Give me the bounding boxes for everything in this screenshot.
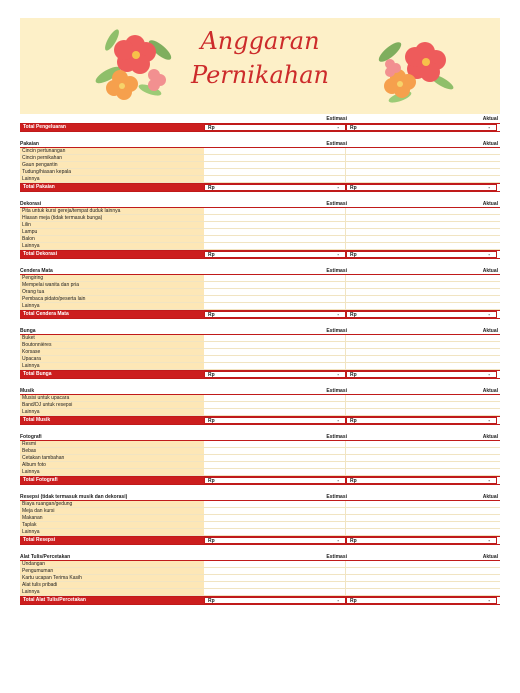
item-actual-cell[interactable] — [346, 455, 497, 461]
amount-value: - — [337, 125, 339, 131]
item-label: Pita untuk kursi gereja/tempat duduk lainnya — [20, 208, 204, 214]
item-estimated-cell[interactable] — [204, 462, 346, 468]
item-label: Lainnya — [20, 303, 204, 309]
currency-label: Rp — [208, 598, 215, 604]
estimated-column-label: Estimasi — [326, 434, 347, 440]
amount-value: - — [337, 185, 339, 191]
item-label: Taplak — [20, 522, 204, 528]
budget-item-row — [20, 222, 500, 229]
section-header — [20, 387, 500, 395]
item-estimated-cell[interactable] — [204, 215, 346, 221]
currency-label: Rp — [208, 372, 215, 378]
item-actual-cell[interactable] — [346, 148, 497, 154]
item-actual-cell[interactable] — [346, 356, 497, 362]
item-label: Cincin pernikahan — [20, 155, 204, 161]
section-total-row — [20, 536, 500, 545]
budget-item-row — [20, 441, 500, 448]
item-estimated-cell[interactable] — [204, 229, 346, 235]
section-total-estimated-cell[interactable] — [204, 371, 346, 378]
item-estimated-cell[interactable] — [204, 282, 346, 288]
section-total-actual-cell[interactable] — [346, 537, 497, 544]
budget-item-row — [20, 236, 500, 243]
item-estimated-cell[interactable] — [204, 409, 346, 415]
item-actual-cell[interactable] — [346, 529, 497, 535]
item-label: Lainnya — [20, 409, 204, 415]
actual-column-label: Aktual — [482, 268, 498, 274]
item-estimated-cell[interactable] — [204, 349, 346, 355]
budget-item-row — [20, 575, 500, 582]
item-label: Orang tua — [20, 289, 204, 295]
item-estimated-cell[interactable] — [204, 303, 346, 309]
section-header — [20, 267, 500, 275]
section-header — [20, 433, 500, 441]
item-estimated-cell[interactable] — [204, 441, 346, 447]
item-estimated-cell[interactable] — [204, 402, 346, 408]
section-header — [20, 327, 500, 335]
item-label: Buket — [20, 335, 204, 341]
section-total-estimated-cell[interactable] — [204, 251, 346, 258]
budget-item-row — [20, 402, 500, 409]
section-title: Dekorasi — [20, 201, 42, 207]
item-estimated-cell[interactable] — [204, 395, 346, 401]
section-total-actual-cell[interactable] — [346, 371, 497, 378]
item-actual-cell[interactable] — [346, 162, 497, 168]
item-label: Pengumuman — [20, 568, 204, 574]
section-title: Bunga — [20, 328, 36, 334]
item-actual-cell[interactable] — [346, 402, 497, 408]
budget-section — [20, 200, 500, 259]
item-actual-cell[interactable] — [346, 568, 497, 574]
item-actual-cell[interactable] — [346, 522, 497, 528]
item-estimated-cell[interactable] — [204, 275, 346, 281]
section-total-row — [20, 310, 500, 319]
currency-label: Rp — [350, 372, 357, 378]
amount-value: - — [488, 372, 490, 378]
item-estimated-cell[interactable] — [204, 162, 346, 168]
item-actual-cell[interactable] — [346, 222, 497, 228]
actual-column-label: Aktual — [482, 494, 498, 500]
budget-item-row — [20, 589, 500, 596]
section-total-actual-cell[interactable] — [346, 184, 497, 191]
item-label: Kartu ucapan Terima Kasih — [20, 575, 204, 581]
item-actual-cell[interactable] — [346, 575, 497, 581]
actual-column-label: Aktual — [482, 434, 498, 440]
amount-value: - — [488, 252, 490, 258]
actual-column-label: Aktual — [482, 201, 498, 207]
section-total-label: Total Dekorasi — [20, 251, 204, 258]
item-estimated-cell[interactable] — [204, 582, 346, 588]
section-title: Alat Tulis/Percetakan — [20, 554, 71, 560]
section-header — [20, 140, 500, 148]
grand-total-estimated-cell[interactable] — [204, 124, 346, 131]
item-actual-cell[interactable] — [346, 589, 497, 595]
item-label: Undangan — [20, 561, 204, 567]
section-total-actual-cell[interactable] — [346, 417, 497, 424]
item-actual-cell[interactable] — [346, 289, 497, 295]
item-estimated-cell[interactable] — [204, 363, 346, 369]
amount-value: - — [488, 418, 490, 424]
currency-label: Rp — [350, 125, 357, 131]
amount-value: - — [337, 418, 339, 424]
item-label: Album foto — [20, 462, 204, 468]
item-estimated-cell[interactable] — [204, 155, 346, 161]
amount-value: - — [488, 478, 490, 484]
budget-item-row — [20, 462, 500, 469]
budget-section — [20, 553, 500, 605]
amount-value: - — [488, 312, 490, 318]
section-total-actual-cell[interactable] — [346, 251, 497, 258]
budget-item-row — [20, 409, 500, 416]
item-label: Meja dan kursi — [20, 508, 204, 514]
budget-item-row — [20, 582, 500, 589]
grand-total-row — [20, 123, 500, 132]
item-label: Lilin — [20, 222, 204, 228]
item-label: Lainnya — [20, 243, 204, 249]
item-estimated-cell[interactable] — [204, 568, 346, 574]
grand-total-actual-cell[interactable] — [346, 124, 497, 131]
item-estimated-cell[interactable] — [204, 508, 346, 514]
section-total-estimated-cell[interactable] — [204, 537, 346, 544]
budget-item-row — [20, 176, 500, 183]
section-total-estimated-cell[interactable] — [204, 477, 346, 484]
section-total-estimated-cell[interactable] — [204, 184, 346, 191]
currency-label: Rp — [208, 312, 215, 318]
item-label: Lainnya — [20, 176, 204, 182]
item-actual-cell[interactable] — [346, 243, 497, 249]
item-actual-cell[interactable] — [346, 515, 497, 521]
item-actual-cell[interactable] — [346, 582, 497, 588]
item-actual-cell[interactable] — [346, 441, 497, 447]
item-estimated-cell[interactable] — [204, 589, 346, 595]
item-estimated-cell[interactable] — [204, 296, 346, 302]
item-actual-cell[interactable] — [346, 462, 497, 468]
item-actual-cell[interactable] — [346, 155, 497, 161]
budget-item-row — [20, 561, 500, 568]
currency-label: Rp — [350, 538, 357, 544]
item-estimated-cell[interactable] — [204, 522, 346, 528]
estimated-column-label: Estimasi — [326, 116, 347, 122]
amount-value: - — [337, 252, 339, 258]
currency-label: Rp — [350, 598, 357, 604]
budget-item-row — [20, 455, 500, 462]
item-label: Mempelai wanita dan pria — [20, 282, 204, 288]
actual-column-label: Aktual — [482, 141, 498, 147]
budget-item-row — [20, 155, 500, 162]
section-total-label: Total Cendera Mata — [20, 311, 204, 318]
section-total-label: Total Bunga — [20, 371, 204, 378]
item-label: Cincin pertunangan — [20, 148, 204, 154]
amount-value: - — [488, 125, 490, 131]
item-label: Lainnya — [20, 469, 204, 475]
item-actual-cell[interactable] — [346, 303, 497, 309]
budget-section — [20, 433, 500, 485]
estimated-column-label: Estimasi — [326, 494, 347, 500]
item-actual-cell[interactable] — [346, 296, 497, 302]
section-title: Cendera Mata — [20, 268, 53, 274]
item-estimated-cell[interactable] — [204, 356, 346, 362]
item-estimated-cell[interactable] — [204, 529, 346, 535]
item-actual-cell[interactable] — [346, 342, 497, 348]
budget-item-row — [20, 303, 500, 310]
currency-label: Rp — [208, 252, 215, 258]
item-actual-cell[interactable] — [346, 409, 497, 415]
budget-item-row — [20, 282, 500, 289]
budget-item-row — [20, 395, 500, 402]
budget-sections — [20, 140, 500, 605]
budget-item-row — [20, 289, 500, 296]
item-estimated-cell[interactable] — [204, 501, 346, 507]
amount-value: - — [337, 478, 339, 484]
amount-value: - — [337, 312, 339, 318]
actual-column-label: Aktual — [482, 554, 498, 560]
item-actual-cell[interactable] — [346, 229, 497, 235]
budget-section — [20, 387, 500, 425]
currency-label: Rp — [350, 312, 357, 318]
item-label: Korsase — [20, 349, 204, 355]
item-label: Balon — [20, 236, 204, 242]
budget-item-row — [20, 508, 500, 515]
amount-value: - — [337, 598, 339, 604]
item-actual-cell[interactable] — [346, 469, 497, 475]
budget-section — [20, 493, 500, 545]
section-total-actual-cell[interactable] — [346, 311, 497, 318]
budget-item-row — [20, 208, 500, 215]
section-title: Pakaian — [20, 141, 39, 147]
item-label: Tudung/hiasan kepala — [20, 169, 204, 175]
budget-item-row — [20, 335, 500, 342]
item-actual-cell[interactable] — [346, 176, 497, 182]
section-total-estimated-cell[interactable] — [204, 417, 346, 424]
item-label: Hiasan meja (tidak termasuk bunga) — [20, 215, 204, 221]
page-title-line-2: Pernikahan — [191, 61, 329, 89]
currency-label: Rp — [350, 478, 357, 484]
grand-total-header — [20, 114, 500, 123]
item-label: Cetakan tambahan — [20, 455, 204, 461]
item-actual-cell[interactable] — [346, 363, 497, 369]
page-title-line-1: Anggaran — [200, 27, 320, 55]
budget-section — [20, 267, 500, 319]
estimated-column-label: Estimasi — [326, 554, 347, 560]
section-title: Fotografi — [20, 434, 42, 440]
amount-value: - — [488, 598, 490, 604]
item-estimated-cell[interactable] — [204, 169, 346, 175]
title-banner — [20, 18, 500, 114]
item-label: Makanan — [20, 515, 204, 521]
section-total-row — [20, 416, 500, 425]
item-estimated-cell[interactable] — [204, 208, 346, 214]
section-total-actual-cell[interactable] — [346, 597, 497, 604]
actual-column-label: Aktual — [482, 388, 498, 394]
item-estimated-cell[interactable] — [204, 148, 346, 154]
item-estimated-cell[interactable] — [204, 222, 346, 228]
item-label: Lainnya — [20, 589, 204, 595]
budget-section — [20, 327, 500, 379]
item-actual-cell[interactable] — [346, 208, 497, 214]
section-header — [20, 493, 500, 501]
item-label: Lainnya — [20, 529, 204, 535]
amount-value: - — [337, 538, 339, 544]
item-label: Lainnya — [20, 363, 204, 369]
actual-column-label: Aktual — [482, 328, 498, 334]
item-actual-cell[interactable] — [346, 236, 497, 242]
section-total-row — [20, 183, 500, 192]
item-actual-cell[interactable] — [346, 215, 497, 221]
item-actual-cell[interactable] — [346, 395, 497, 401]
actual-column-label: Aktual — [482, 116, 498, 122]
budget-item-row — [20, 448, 500, 455]
item-estimated-cell[interactable] — [204, 469, 346, 475]
section-title: Musik — [20, 388, 35, 394]
budget-item-row — [20, 501, 500, 508]
item-actual-cell[interactable] — [346, 561, 497, 567]
estimated-column-label: Estimasi — [326, 328, 347, 334]
estimated-column-label: Estimasi — [326, 388, 347, 394]
section-header — [20, 553, 500, 561]
section-header — [20, 200, 500, 208]
item-label: Gaun pengantin — [20, 162, 204, 168]
section-total-estimated-cell[interactable] — [204, 597, 346, 604]
item-label: Resmi — [20, 441, 204, 447]
estimated-column-label: Estimasi — [326, 141, 347, 147]
budget-item-row — [20, 342, 500, 349]
item-label: Lampu — [20, 229, 204, 235]
section-total-row — [20, 596, 500, 605]
item-estimated-cell[interactable] — [204, 176, 346, 182]
grand-total-label: Total Pengeluaran — [20, 124, 204, 131]
item-actual-cell[interactable] — [346, 508, 497, 514]
budget-item-row — [20, 363, 500, 370]
budget-item-row — [20, 162, 500, 169]
item-estimated-cell[interactable] — [204, 289, 346, 295]
section-total-label: Total Fotografi — [20, 477, 204, 484]
budget-item-row — [20, 529, 500, 536]
item-label: Biaya ruangan/gedung — [20, 501, 204, 507]
item-label: Alat tulis pribadi — [20, 582, 204, 588]
section-total-label: Total Pakaian — [20, 184, 204, 191]
budget-item-row — [20, 469, 500, 476]
budget-item-row — [20, 229, 500, 236]
item-label: Pembaca pidato/peserta lain — [20, 296, 204, 302]
budget-item-row — [20, 568, 500, 575]
budget-item-row — [20, 169, 500, 176]
item-estimated-cell[interactable] — [204, 236, 346, 242]
item-estimated-cell[interactable] — [204, 575, 346, 581]
item-actual-cell[interactable] — [346, 282, 497, 288]
section-total-label: Total Resepsi — [20, 537, 204, 544]
amount-value: - — [337, 372, 339, 378]
currency-label: Rp — [350, 252, 357, 258]
budget-item-row — [20, 215, 500, 222]
item-label: Band/DJ untuk resepsi — [20, 402, 204, 408]
item-actual-cell[interactable] — [346, 501, 497, 507]
currency-label: Rp — [350, 185, 357, 191]
currency-label: Rp — [208, 185, 215, 191]
budget-item-row — [20, 296, 500, 303]
item-actual-cell[interactable] — [346, 349, 497, 355]
budget-item-row — [20, 356, 500, 363]
section-total-estimated-cell[interactable] — [204, 311, 346, 318]
estimated-column-label: Estimasi — [326, 268, 347, 274]
item-estimated-cell[interactable] — [204, 243, 346, 249]
section-total-row — [20, 370, 500, 379]
currency-label: Rp — [208, 478, 215, 484]
item-actual-cell[interactable] — [346, 448, 497, 454]
budget-page — [20, 18, 500, 683]
section-total-row — [20, 250, 500, 259]
item-actual-cell[interactable] — [346, 335, 497, 341]
item-label: Musisi untuk upacara — [20, 395, 204, 401]
section-total-actual-cell[interactable] — [346, 477, 497, 484]
item-estimated-cell[interactable] — [204, 515, 346, 521]
budget-section — [20, 140, 500, 192]
item-estimated-cell[interactable] — [204, 335, 346, 341]
section-total-label: Total Alat Tulis/Percetakan — [20, 597, 204, 604]
item-estimated-cell[interactable] — [204, 448, 346, 454]
item-estimated-cell[interactable] — [204, 561, 346, 567]
currency-label: Rp — [350, 418, 357, 424]
budget-item-row — [20, 349, 500, 356]
section-title: Resepsi (tidak termasuk musik dan dekorasi) — [20, 494, 128, 500]
currency-label: Rp — [208, 538, 215, 544]
budget-item-row — [20, 275, 500, 282]
budget-item-row — [20, 148, 500, 155]
currency-label: Rp — [208, 418, 215, 424]
budget-item-row — [20, 515, 500, 522]
item-label: Pengiring — [20, 275, 204, 281]
item-label: Upacara — [20, 356, 204, 362]
section-total-row — [20, 476, 500, 485]
item-actual-cell[interactable] — [346, 169, 497, 175]
section-total-label: Total Musik — [20, 417, 204, 424]
item-label: Boutonnières — [20, 342, 204, 348]
budget-item-row — [20, 522, 500, 529]
currency-label: Rp — [208, 125, 215, 131]
item-label: Bebas — [20, 448, 204, 454]
amount-value: - — [488, 538, 490, 544]
item-estimated-cell[interactable] — [204, 342, 346, 348]
item-estimated-cell[interactable] — [204, 455, 346, 461]
amount-value: - — [488, 185, 490, 191]
estimated-column-label: Estimasi — [326, 201, 347, 207]
budget-item-row — [20, 243, 500, 250]
item-actual-cell[interactable] — [346, 275, 497, 281]
